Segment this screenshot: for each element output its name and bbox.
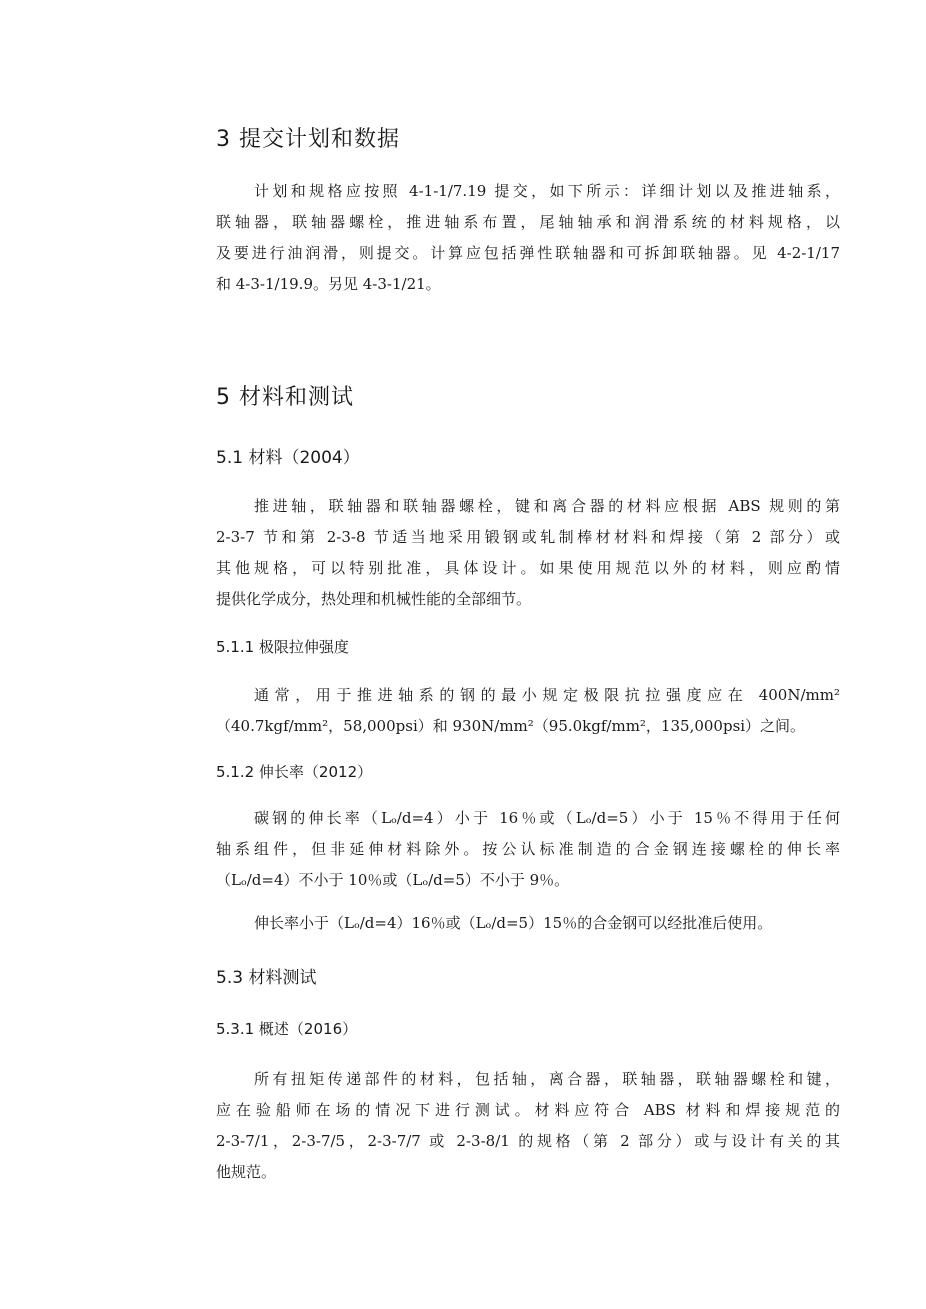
section-3-heading: 3 提交计划和数据 — [216, 127, 400, 152]
section-3-line: 和 4-3-1/19.9。另见 4-3-1/21。 — [216, 275, 441, 293]
section-5-heading: 5 材料和测试 — [216, 385, 354, 410]
section-5-1-line: 提供化学成分，热处理和机械性能的全部细节。 — [216, 590, 532, 608]
section-5-1-line: 其他规格，可以特别批准，具体设计。如果使用规范以外的材料，则应酌情 — [216, 559, 840, 577]
section-5-3-1-heading: 5.3.1 概述（2016） — [216, 1020, 358, 1038]
section-3-line: 联轴器，联轴器螺栓，推进轴系布置，尾轴轴承和润滑系统的材料规格，以 — [216, 213, 840, 231]
section-5-1-1-line: （40.7kgf/mm²，58,000psi）和 930N/mm²（95.0kgf/mm²，135,000psi）之间。 — [216, 717, 806, 735]
section-5-1-2-line: 伸长率小于（Lₒ/d=4）16％或（Lₒ/d=5）15％的合金钢可以经批准后使用。 — [254, 914, 773, 932]
section-5-1-2-paragraph-2 — [216, 908, 840, 939]
section-5-3-heading: 5.3 材料测试 — [216, 968, 317, 988]
section-5-3-1-line: 2-3-7/1，2-3-7/5，2-3-7/7 或 2-3-8/1 的规格（第 2 部分）或与设计有关的其 — [216, 1132, 840, 1150]
section-5-3-1-line: 所有扭矩传递部件的材料，包括轴，离合器，联轴器，联轴器螺栓和键， — [254, 1070, 840, 1088]
section-5-1-line: 推进轴，联轴器和联轴器螺栓，键和离合器的材料应根据 ABS 规则的第 — [254, 497, 840, 515]
section-5-1-1-line: 通常，用于推进轴系的钢的最小规定极限抗拉强度应在 400N/mm² — [254, 686, 840, 704]
section-5-3-1-line: 应在验船师在场的情况下进行测试。材料应符合 ABS 材料和焊接规范的 — [216, 1101, 840, 1119]
section-3-line: 及要进行油润滑，则提交。计算应包括弹性联轴器和可拆卸联轴器。见 4-2-1/17 — [216, 244, 840, 262]
section-3-line: 计划和规格应按照 4-1-1/7.19 提交，如下所示：详细计划以及推进轴系， — [254, 182, 840, 200]
section-5-1-2-line: 轴系组件，但非延伸材料除外。按公认标准制造的合金钢连接螺栓的伸长率 — [216, 840, 840, 858]
section-5-1-paragraph — [216, 491, 840, 615]
section-5-1-2-line: （Lₒ/d=4）不小于 10％或（Lₒ/d=5）不小于 9％。 — [216, 871, 570, 889]
section-5-1-line: 2-3-7 节和第 2-3-8 节适当地采用锻钢或轧制棒材材料和焊接（第 2 部分）或 — [216, 528, 840, 546]
section-5-1-2-heading: 5.1.2 伸长率（2012） — [216, 763, 373, 781]
section-5-3-1-paragraph — [216, 1064, 840, 1188]
section-5-1-1-heading: 5.1.1 极限拉伸强度 — [216, 638, 349, 656]
section-5-1-2-line: 碳钢的伸长率（Lₒ/d=4）小于 16％或（Lₒ/d=5）小于 15％不得用于任何 — [254, 809, 840, 827]
section-5-1-2-paragraph — [216, 803, 840, 896]
section-5-1-1-paragraph — [216, 680, 840, 742]
section-5-3-1-line: 他规范。 — [216, 1163, 277, 1181]
section-5-1-heading: 5.1 材料（2004） — [216, 448, 360, 468]
section-3-paragraph — [216, 176, 840, 300]
